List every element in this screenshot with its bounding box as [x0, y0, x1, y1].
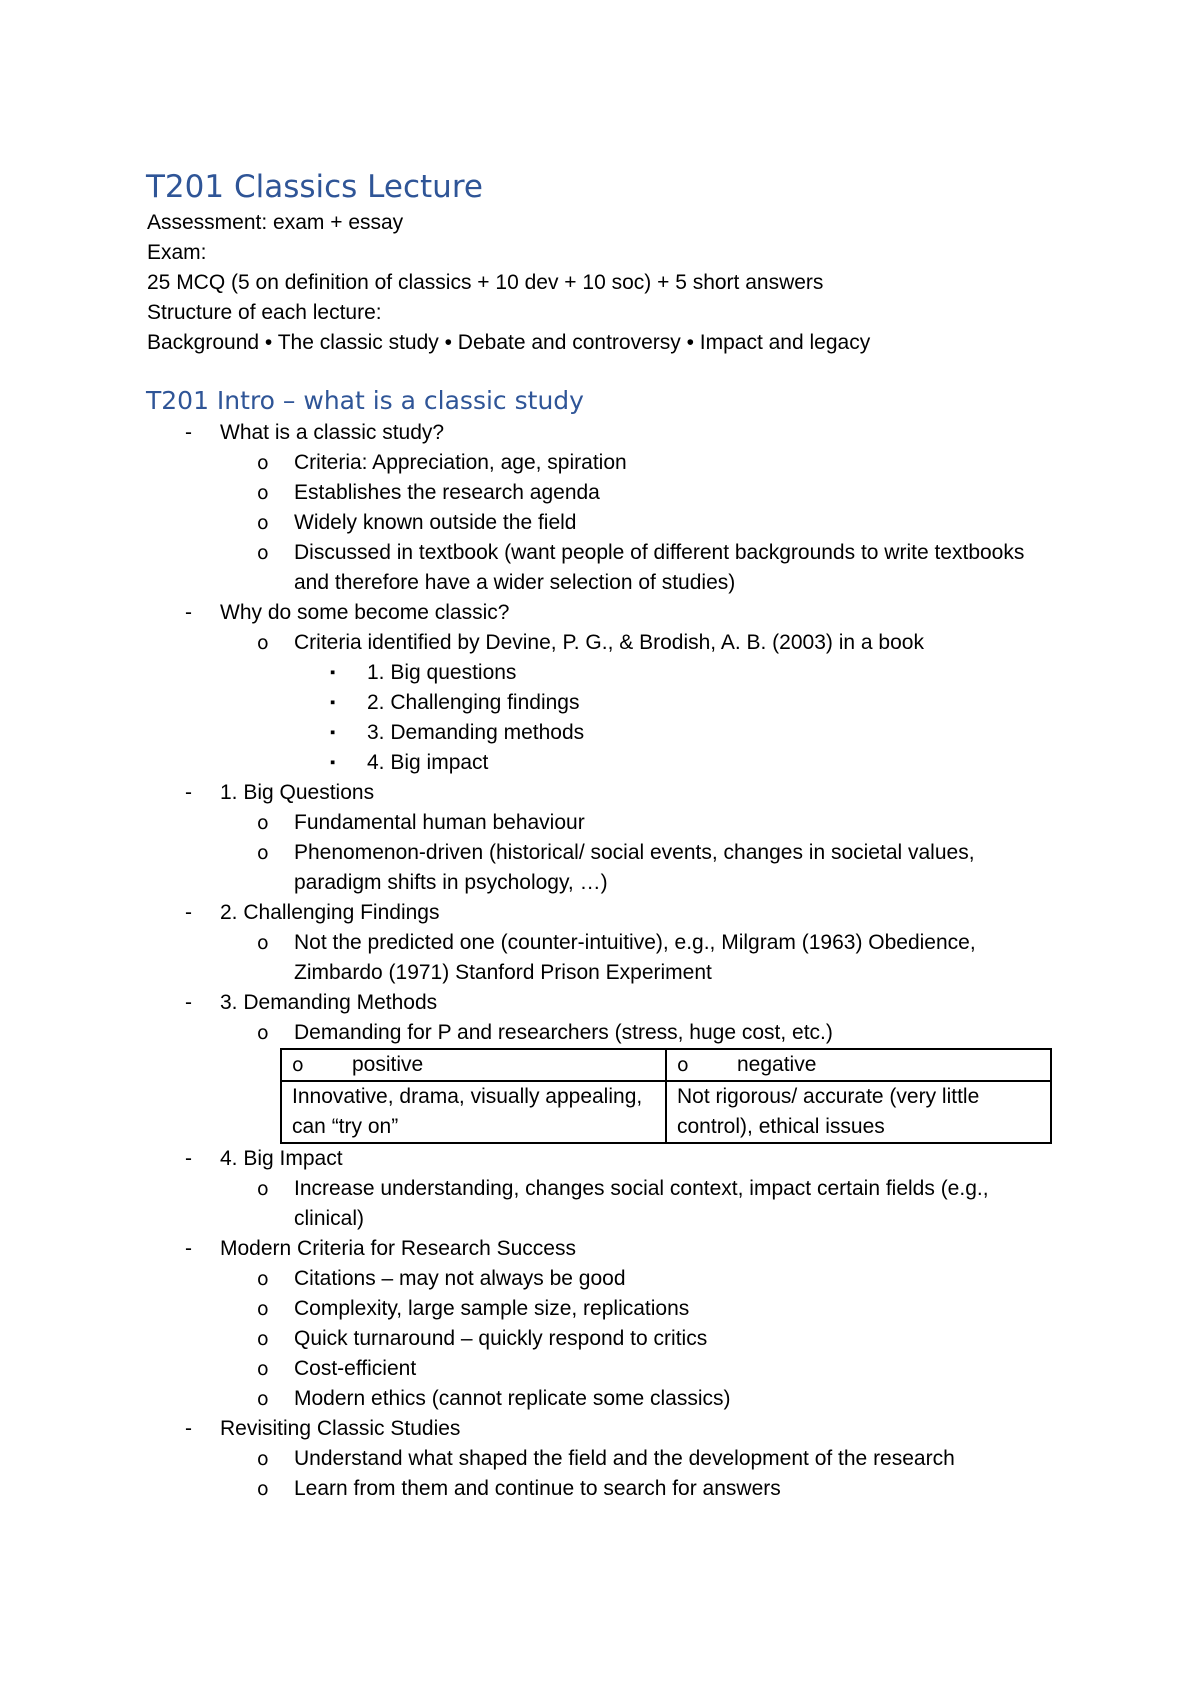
square-bullet: ▪	[330, 664, 336, 681]
list-item: o Demanding for P and researchers (stress, huge cost, etc.)	[147, 1018, 1047, 1048]
circle-bullet: o	[257, 1448, 269, 1470]
list-item: ▪ 2. Challenging findings	[147, 688, 1047, 718]
dash-bullet: -	[185, 991, 192, 1014]
circle-bullet: o	[257, 842, 269, 864]
list-item: ▪ 1. Big questions	[147, 658, 1047, 688]
square-bullet: ▪	[330, 694, 336, 711]
pros-cons-table	[280, 1048, 1052, 1144]
circle-bullet: o	[257, 1298, 269, 1320]
list-item: o Criteria: Appreciation, age, spiration	[147, 448, 1047, 478]
circle-bullet: o	[677, 1054, 689, 1076]
list-item: - 4. Big Impact	[147, 1144, 1047, 1174]
outline-list-continued	[147, 1144, 1047, 1504]
list-item: o Understand what shaped the field and the development of the research	[147, 1444, 1047, 1474]
document-title: T201 Classics Lecture	[146, 169, 483, 205]
list-item: o Phenomenon-driven (historical/ social events, changes in societal values, paradigm shifts in psychology, …)	[147, 838, 1047, 898]
assessment-line: Assessment: exam + essay	[147, 211, 404, 234]
circle-bullet: o	[257, 1358, 269, 1380]
circle-bullet: o	[257, 632, 269, 654]
exam-details: 25 MCQ (5 on definition of classics + 10 dev + 10 soc) + 5 short answers	[147, 271, 824, 294]
table-cell-positive: Innovative, drama, visually appealing, can “try on”	[281, 1081, 666, 1143]
list-item: o Modern ethics (cannot replicate some classics)	[147, 1384, 1047, 1414]
list-item: o Fundamental human behaviour	[147, 808, 1047, 838]
list-item: ▪ 3. Demanding methods	[147, 718, 1047, 748]
list-item: - Modern Criteria for Research Success	[147, 1234, 1047, 1264]
exam-label: Exam:	[147, 241, 207, 264]
list-item: - Why do some become classic?	[147, 598, 1047, 628]
dash-bullet: -	[185, 421, 192, 444]
circle-bullet: o	[257, 482, 269, 504]
list-item: - 2. Challenging Findings	[147, 898, 1047, 928]
outline-list	[147, 418, 1047, 1048]
list-item: o Discussed in textbook (want people of different backgrounds to write textbooks and therefore have a wider selection of studies)	[147, 538, 1047, 598]
circle-bullet: o	[257, 1478, 269, 1500]
table-header-negative: o negative	[666, 1049, 1051, 1081]
square-bullet: ▪	[330, 724, 336, 741]
dash-bullet: -	[185, 1417, 192, 1440]
dash-bullet: -	[185, 781, 192, 804]
document-content	[147, 166, 1047, 1504]
structure-label: Structure of each lecture:	[147, 301, 382, 324]
dash-bullet: -	[185, 601, 192, 624]
circle-bullet: o	[257, 1328, 269, 1350]
list-item: - 1. Big Questions	[147, 778, 1047, 808]
list-item: o Not the predicted one (counter-intuitive), e.g., Milgram (1963) Obedience, Zimbardo (1971) Stanford Prison Experiment	[147, 928, 1047, 988]
circle-bullet: o	[257, 1022, 269, 1044]
list-item: o Widely known outside the field	[147, 508, 1047, 538]
table-row	[281, 1081, 1051, 1143]
list-item: o Establishes the research agenda	[147, 478, 1047, 508]
table-header-positive: o positive	[281, 1049, 666, 1081]
list-item: - What is a classic study?	[147, 418, 1047, 448]
circle-bullet: o	[257, 512, 269, 534]
list-item: o Cost-efficient	[147, 1354, 1047, 1384]
circle-bullet: o	[257, 1178, 269, 1200]
circle-bullet: o	[257, 932, 269, 954]
square-bullet: ▪	[330, 754, 336, 771]
list-item: o Quick turnaround – quickly respond to critics	[147, 1324, 1047, 1354]
section-heading: T201 Intro – what is a classic study	[146, 386, 584, 415]
circle-bullet: o	[257, 452, 269, 474]
list-item: o Citations – may not always be good	[147, 1264, 1047, 1294]
list-item: - Revisiting Classic Studies	[147, 1414, 1047, 1444]
list-item: o Learn from them and continue to search for answers	[147, 1474, 1047, 1504]
circle-bullet: o	[257, 542, 269, 564]
list-item: o Criteria identified by Devine, P. G., & Brodish, A. B. (2003) in a book	[147, 628, 1047, 658]
circle-bullet: o	[257, 1268, 269, 1290]
circle-bullet: o	[292, 1054, 304, 1076]
circle-bullet: o	[257, 1388, 269, 1410]
list-item: - 3. Demanding Methods	[147, 988, 1047, 1018]
list-item: o Increase understanding, changes social context, impact certain fields (e.g., clinical)	[147, 1174, 1047, 1234]
dash-bullet: -	[185, 901, 192, 924]
table-header-row	[281, 1049, 1051, 1081]
list-item: o Complexity, large sample size, replications	[147, 1294, 1047, 1324]
circle-bullet: o	[257, 812, 269, 834]
dash-bullet: -	[185, 1147, 192, 1170]
structure-details: Background • The classic study • Debate and controversy • Impact and legacy	[147, 331, 871, 354]
table-cell-negative: Not rigorous/ accurate (very little control), ethical issues	[666, 1081, 1051, 1143]
dash-bullet: -	[185, 1237, 192, 1260]
list-item: ▪ 4. Big impact	[147, 748, 1047, 778]
